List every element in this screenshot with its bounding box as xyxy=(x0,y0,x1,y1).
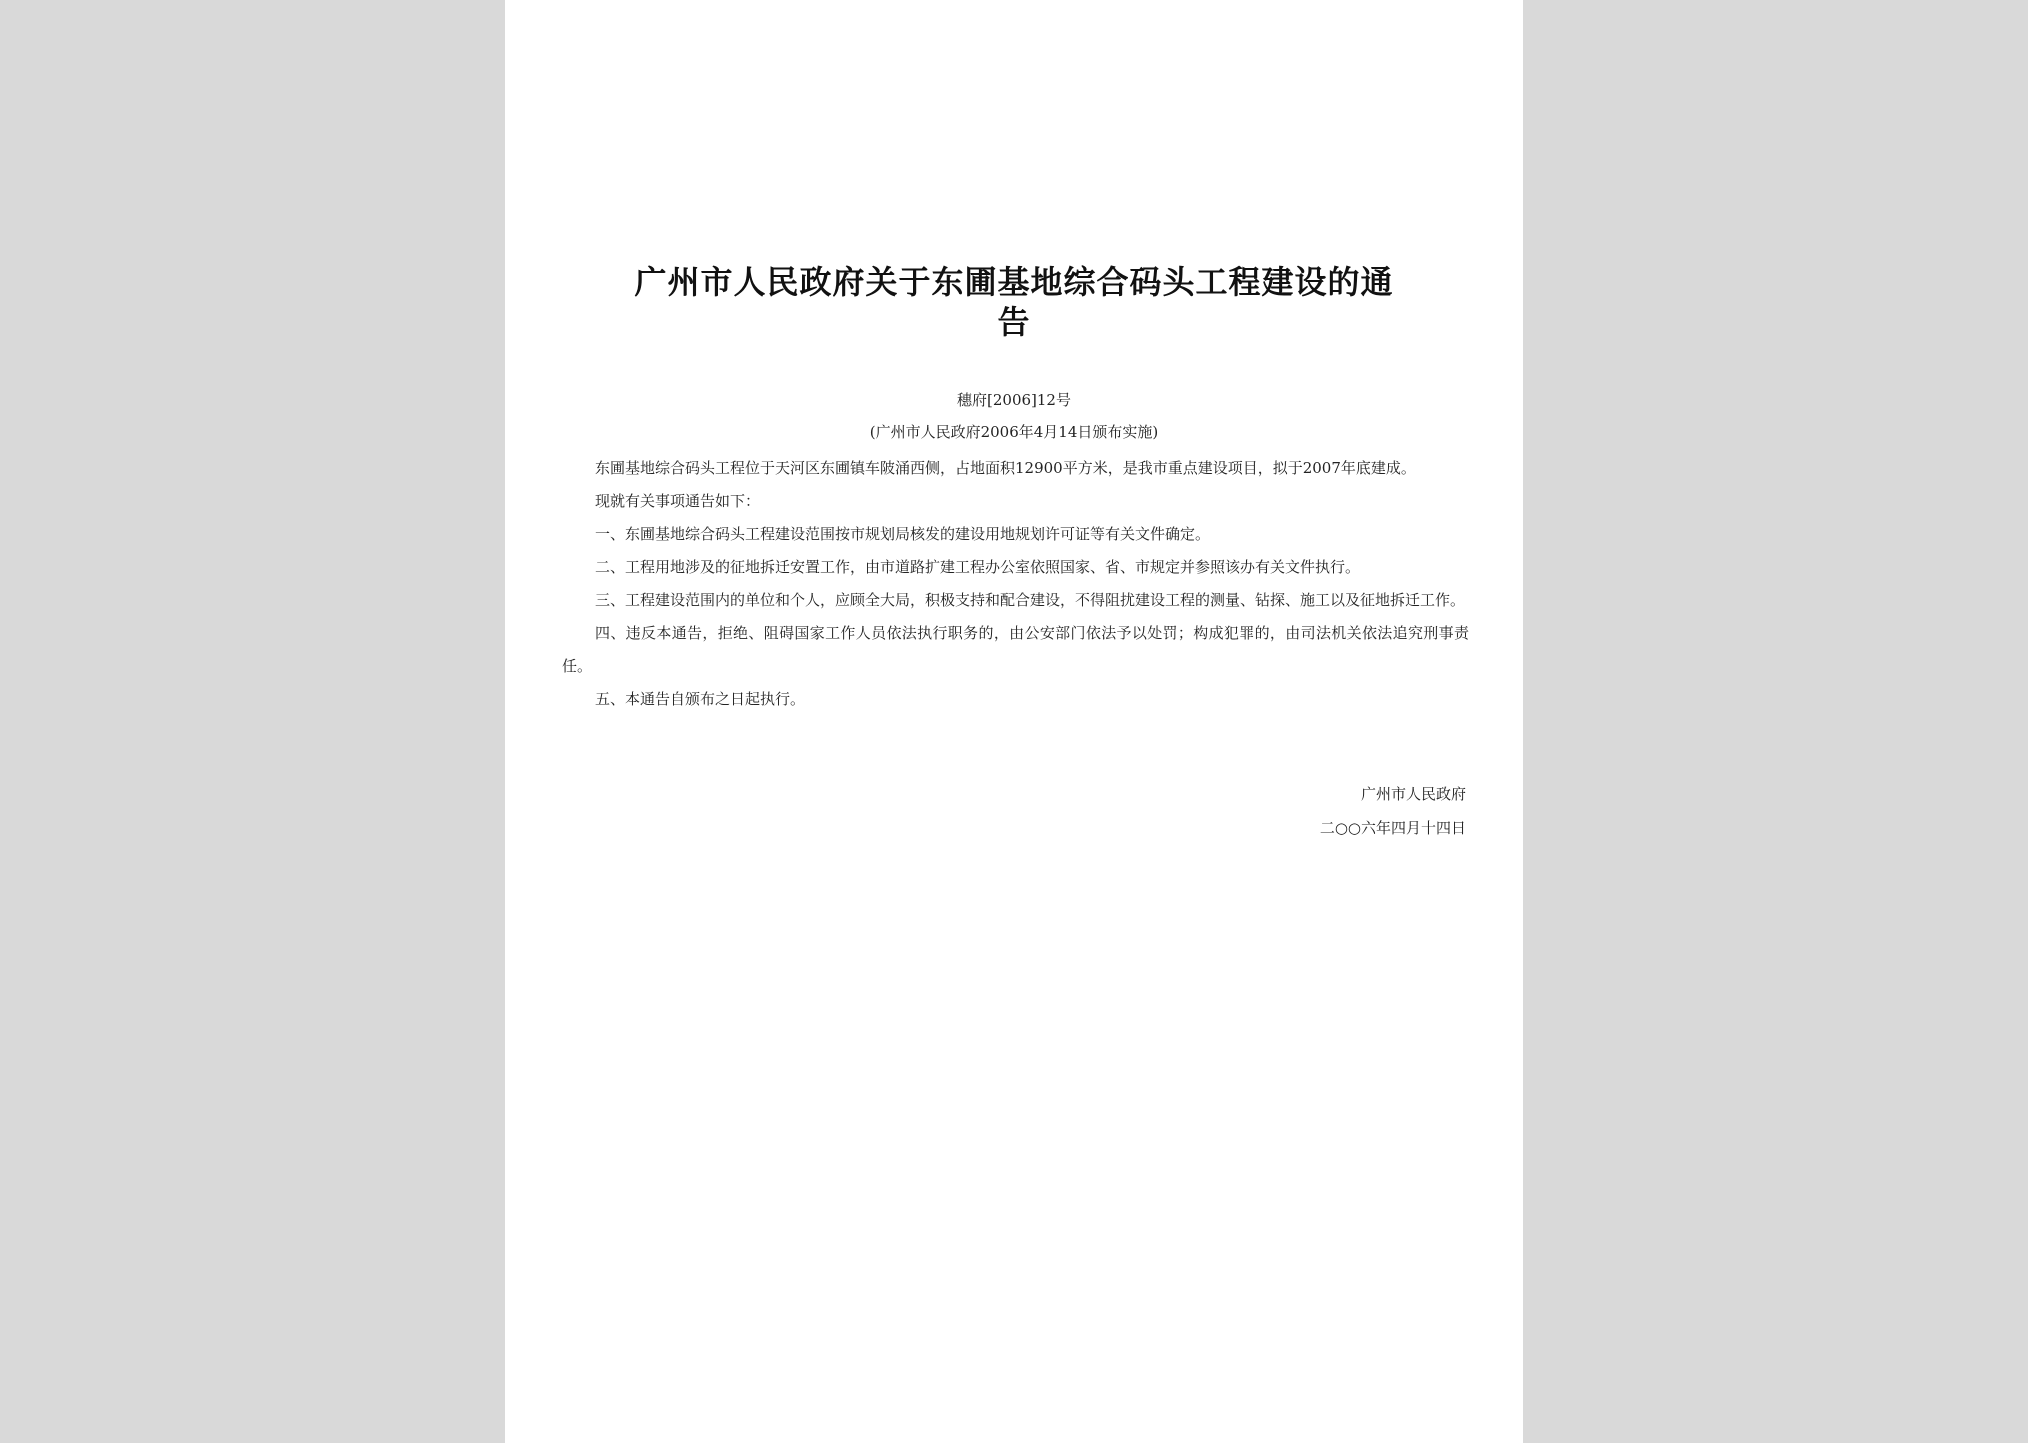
document-page xyxy=(505,0,1523,1443)
title-line-2: 告 xyxy=(997,303,1031,341)
paragraph-intro: 东圃基地综合码头工程位于天河区东圃镇车陂涌西侧，占地面积12900平方米，是我市重点建设项目，拟于2007年底建成。 xyxy=(595,459,1416,477)
paragraph-item-1: 一、东圃基地综合码头工程建设范围按市规划局核发的建设用地规划许可证等有关文件确定。 xyxy=(595,525,1211,543)
document-title xyxy=(505,262,1523,342)
document-number: 穗府[2006]12号 xyxy=(957,391,1071,409)
paragraph-item-2: 二、工程用地涉及的征地拆迁安置工作，由市道路扩建工程办公室依照国家、省、市规定并参照该办有关文件执行。 xyxy=(595,558,1361,576)
paragraph-item-3: 三、工程建设范围内的单位和个人，应顾全大局，积极支持和配合建设，不得阻扰建设工程的测量、钻探、施工以及征地拆迁工作。 xyxy=(595,591,1466,609)
paragraph-notice-lead: 现就有关事项通告如下： xyxy=(595,492,761,510)
signature-organization: 广州市人民政府 xyxy=(1360,785,1466,803)
paragraph-item-4: 四、违反本通告，拒绝、阻碍国家工作人员依法执行职务的，由公安部门依法予以处罚；构成犯罪的，由司法机关依法追究刑事责任。 xyxy=(562,624,1469,675)
paragraph-item-5: 五、本通告自颁布之日起执行。 xyxy=(595,690,806,708)
document-body xyxy=(562,452,1469,716)
title-line-1: 广州市人民政府关于东圃基地综合码头工程建设的通 xyxy=(634,263,1394,301)
issue-note: (广州市人民政府2006年4月14日颁布实施) xyxy=(869,423,1159,441)
signature-date: 二○○六年四月十四日 xyxy=(1319,819,1466,837)
